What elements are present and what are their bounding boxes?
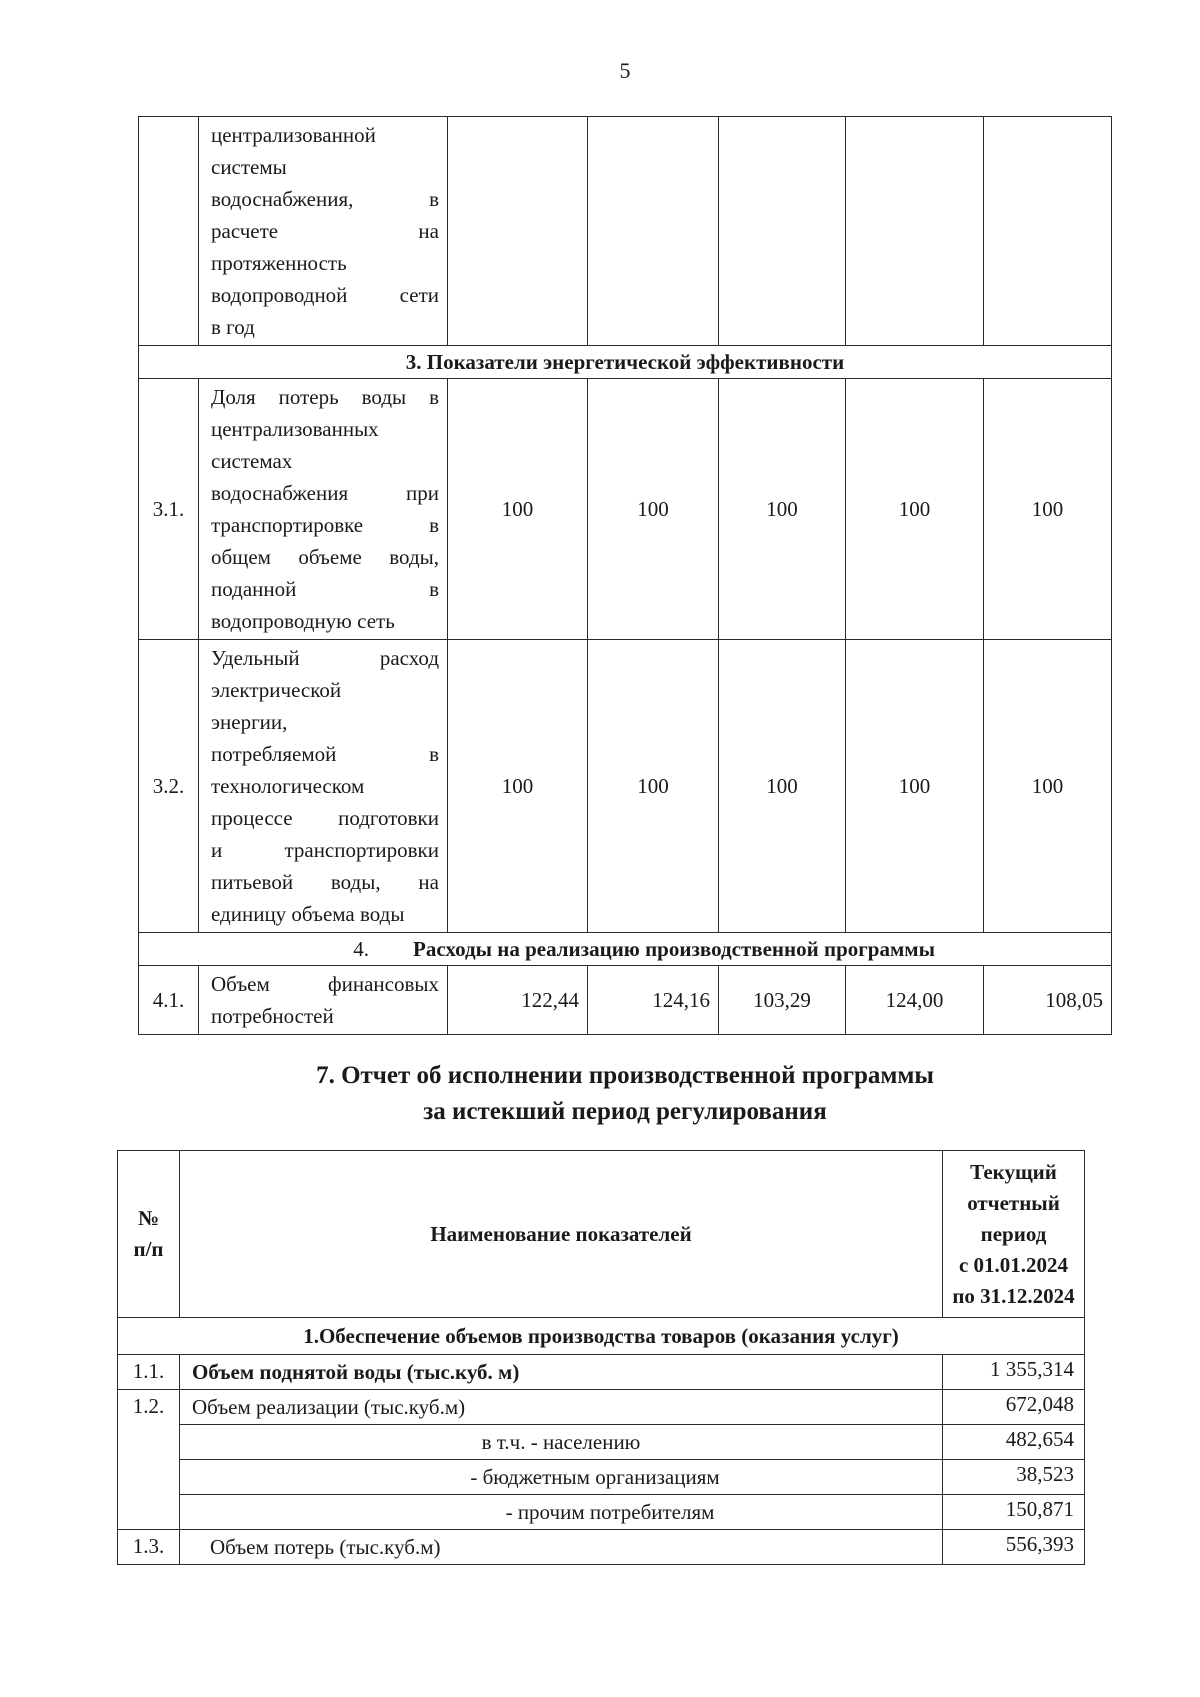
row-label: Объем реализации (тыс.куб.м) — [180, 1390, 943, 1425]
value-cell — [984, 117, 1112, 346]
value-cell: 100 — [719, 640, 846, 933]
table-row — [118, 1460, 1085, 1495]
section-4-title — [139, 933, 1112, 966]
section-3-title: 3. Показатели энергетической эффективности — [139, 346, 1112, 379]
row-label: Объем поднятой воды (тыс.куб. м) — [180, 1355, 943, 1390]
indicator-name: централизованной системы водоснабжения, в расчете на протяженность водопроводной сети в год — [199, 117, 448, 346]
row-number — [139, 117, 199, 346]
indicator-name: Доля потерь воды в централизованных системах водоснабжения при транспортировке в общем объеме воды, поданной в водопроводную сеть — [199, 379, 448, 640]
table-row — [139, 379, 1112, 640]
value-cell — [719, 117, 846, 346]
value-cell: 100 — [984, 379, 1112, 640]
row-label: в т.ч. - населению — [180, 1425, 943, 1460]
section-7-heading — [0, 1058, 1200, 1130]
row-value: 556,393 — [943, 1530, 1085, 1565]
section-4-text: Расходы на реализацию производственной программы — [413, 936, 935, 961]
column-header-period: Текущий отчетный период с 01.01.2024 по 31.12.2024 — [943, 1151, 1085, 1318]
table-row — [139, 117, 1112, 346]
value-cell: 100 — [588, 379, 719, 640]
row-label: Объем потерь (тыс.куб.м) — [180, 1530, 943, 1565]
table-row — [118, 1425, 1085, 1460]
indicator-name: Удельный расход электрической энергии, потребляемой в технологическом процессе подготовки и транспортировки питьевой воды, на единицу объема воды — [199, 640, 448, 933]
column-header-name: Наименование показателей — [180, 1151, 943, 1318]
row-value: 1 355,314 — [943, 1355, 1085, 1390]
value-cell: 122,44 — [448, 966, 588, 1035]
indicator-name: Объем финансовых потребностей — [199, 966, 448, 1035]
header-row — [118, 1151, 1085, 1318]
value-cell: 124,16 — [588, 966, 719, 1035]
table-row — [118, 1495, 1085, 1530]
row-value: 482,654 — [943, 1425, 1085, 1460]
value-cell: 100 — [719, 379, 846, 640]
row-number: 1.2. — [118, 1390, 180, 1530]
column-header-number: № п/п — [118, 1151, 180, 1318]
page-number: 5 — [619, 58, 631, 83]
row-number: 3.1. — [139, 379, 199, 640]
row-value: 150,871 — [943, 1495, 1085, 1530]
section-row — [118, 1318, 1085, 1355]
table-row — [118, 1390, 1085, 1425]
table-row — [139, 640, 1112, 933]
value-cell — [588, 117, 719, 346]
value-cell: 100 — [448, 640, 588, 933]
row-value: 672,048 — [943, 1390, 1085, 1425]
row-label: - прочим потребителям — [180, 1495, 943, 1530]
row-number: 4.1. — [139, 966, 199, 1035]
value-cell — [846, 117, 984, 346]
row-value: 38,523 — [943, 1460, 1085, 1495]
row-number: 3.2. — [139, 640, 199, 933]
value-cell: 100 — [588, 640, 719, 933]
section-7-heading-line2: за истекший период регулирования — [423, 1098, 827, 1125]
report-table — [117, 1150, 1085, 1565]
indicators-table — [138, 116, 1112, 1035]
row-number: 1.3. — [118, 1530, 180, 1565]
value-cell: 100 — [846, 640, 984, 933]
value-cell: 100 — [984, 640, 1112, 933]
value-cell: 124,00 — [846, 966, 984, 1035]
table-row — [139, 966, 1112, 1035]
table-row — [118, 1355, 1085, 1390]
value-cell — [448, 117, 588, 346]
row-label: - бюджетным организациям — [180, 1460, 943, 1495]
section-4-number: 4. — [353, 936, 369, 961]
value-cell: 100 — [846, 379, 984, 640]
value-cell: 100 — [448, 379, 588, 640]
row-number: 1.1. — [118, 1355, 180, 1390]
section-row — [139, 933, 1112, 966]
section-row — [139, 346, 1112, 379]
value-cell: 108,05 — [984, 966, 1112, 1035]
value-cell: 103,29 — [719, 966, 846, 1035]
table-row — [118, 1530, 1085, 1565]
section-1-title: 1.Обеспечение объемов производства товаров (оказания услуг) — [118, 1318, 1085, 1355]
section-7-heading-line1: 7. Отчет об исполнении производственной программы — [316, 1062, 934, 1089]
